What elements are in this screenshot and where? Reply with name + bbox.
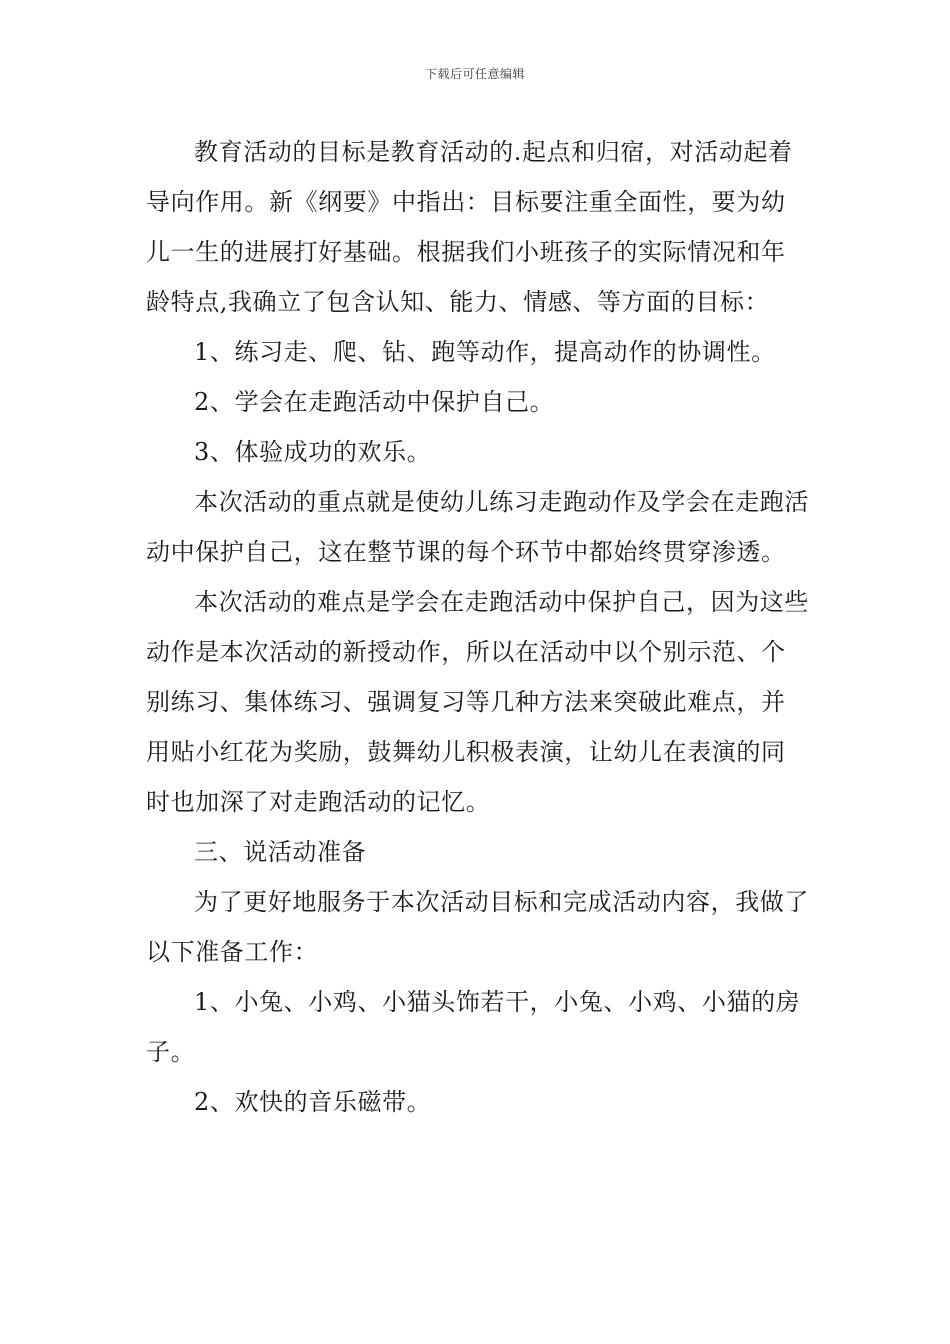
page-header: 下载后可任意编辑 xyxy=(424,67,525,81)
paragraph-key-point: 本次活动的重点就是使幼儿练习走跑动作及学会在走跑活动中保护自己，这在整节课的每个环节中都始终贯穿渗透。 xyxy=(146,488,809,566)
paragraph-goal-2: 2、学会在走跑活动中保护自己。 xyxy=(194,388,555,416)
paragraph-goal-1: 1、练习走、爬、钻、跑等动作，提高动作的协调性。 xyxy=(194,338,776,366)
paragraph-goals-intro: 教育活动的目标是教育活动的.起点和归宿，对活动起着导向作用。新《纲要》中指出：目标要注重全面性，要为幼儿一生的进展打好基础。根据我们小班孩子的实际情况和年龄特点,我确立了包含认知、能力、情感、等方面的目标： xyxy=(146,138,793,316)
paragraph-goal-3: 3、体验成功的欢乐。 xyxy=(194,438,432,466)
paragraph-difficulty: 本次活动的难点是学会在走跑活动中保护自己，因为这些动作是本次活动的新授动作，所以在活动中以个别示范、个别练习、集体练习、强调复习等几种方法来突破此难点，并用贴小红花为奖励，鼓舞幼儿积极表演，让幼儿在表演的同时也加深了对走跑活动的记忆。 xyxy=(146,588,809,816)
paragraph-preparation-1: 1、小兔、小鸡、小猫头饰若干，小兔、小鸡、小猫的房子。 xyxy=(146,988,801,1066)
paragraph-preparation-intro: 为了更好地服务于本次活动目标和完成活动内容，我做了以下准备工作： xyxy=(146,888,809,966)
paragraph-preparation-2: 2、欢快的音乐磁带。 xyxy=(194,1088,432,1116)
section-heading-preparation: 三、说活动准备 xyxy=(194,838,367,866)
document-body xyxy=(146,127,810,1127)
